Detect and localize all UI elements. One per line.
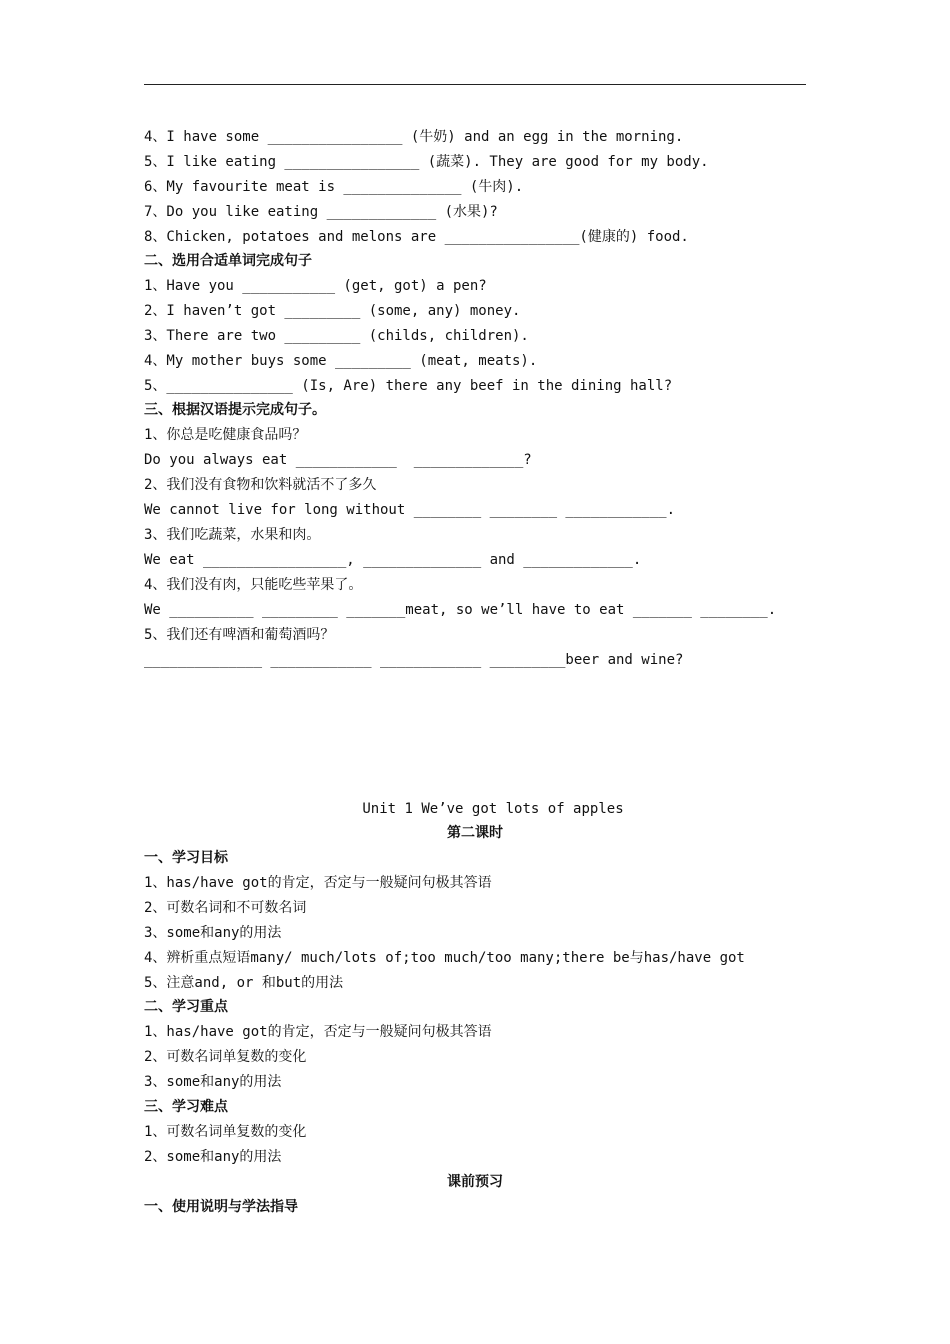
section2-line: 3、There are two _________ (childs, children).: [144, 328, 529, 344]
objectives-heading: 一、学习目标: [144, 850, 228, 866]
key-point-item: 3、some和any的用法: [144, 1074, 282, 1090]
difficulty-item: 1、可数名词单复数的变化: [144, 1124, 307, 1140]
section3-line: ______________ ____________ ____________ _________beer and wine?: [144, 652, 684, 668]
key-points-heading: 二、学习重点: [144, 999, 228, 1015]
section3-line: 3、我们吃蔬菜，水果和肉。: [144, 527, 321, 543]
section3-line: 5、我们还有啤酒和葡萄酒吗？: [144, 627, 335, 643]
unit-title: Unit 1 We’ve got lots of apples: [362, 801, 624, 817]
section2-line: 4、My mother buys some _________ (meat, meats).: [144, 353, 538, 369]
objective-item: 5、注意and, or 和but的用法: [144, 975, 344, 991]
section2-line: 2、I haven’t got _________ (some, any) money.: [144, 303, 521, 319]
lesson-title: 第二课时: [447, 825, 503, 841]
preview-title: 课前预习: [447, 1174, 503, 1190]
objective-item: 1、has/have got的肯定，否定与一般疑问句极其答语: [144, 875, 492, 891]
exercise-line: 7、Do you like eating _____________ (水果)?: [144, 204, 498, 220]
section2-line: 5、_______________ (Is, Are) there any beef in the dining hall?: [144, 378, 673, 394]
objective-item: 2、可数名词和不可数名词: [144, 900, 307, 916]
top-rule: [144, 84, 806, 85]
exercise-line: 8、Chicken, potatoes and melons are ________________(健康的) food.: [144, 229, 689, 245]
section3-line: 2、我们没有食物和饮料就活不了多久: [144, 477, 377, 493]
section3-line: We cannot live for long without ________ ________ ____________.: [144, 502, 676, 518]
preview-heading: 一、使用说明与学法指导: [144, 1199, 298, 1215]
section3-heading: 三、根据汉语提示完成句子。: [144, 402, 326, 418]
difficulty-item: 2、some和any的用法: [144, 1149, 282, 1165]
section2-line: 1、Have you ___________ (get, got) a pen?: [144, 278, 487, 294]
section3-line: We eat _________________, ______________ and _____________.: [144, 552, 642, 568]
exercise-line: 4、I have some ________________ (牛奶) and an egg in the morning.: [144, 129, 684, 145]
exercise-line: 6、My favourite meat is ______________ (牛肉).: [144, 179, 524, 195]
objective-item: 4、辨析重点短语many/ much/lots of;too much/too many;there be与has/have got: [144, 950, 745, 966]
section3-line: Do you always eat ____________ _____________?: [144, 452, 532, 468]
section2-heading: 二、选用合适单词完成句子: [144, 253, 312, 269]
key-point-item: 2、可数名词单复数的变化: [144, 1049, 307, 1065]
difficulties-heading: 三、学习难点: [144, 1099, 228, 1115]
exercise-line: 5、I like eating ________________ (蔬菜). They are good for my body.: [144, 154, 709, 170]
section3-line: 1、你总是吃健康食品吗？: [144, 427, 307, 443]
section3-line: We __________ _________ _______meat, so we’ll have to eat _______ ________.: [144, 602, 777, 618]
key-point-item: 1、has/have got的肯定，否定与一般疑问句极其答语: [144, 1024, 492, 1040]
objective-item: 3、some和any的用法: [144, 925, 282, 941]
section3-line: 4、我们没有肉，只能吃些苹果了。: [144, 577, 363, 593]
